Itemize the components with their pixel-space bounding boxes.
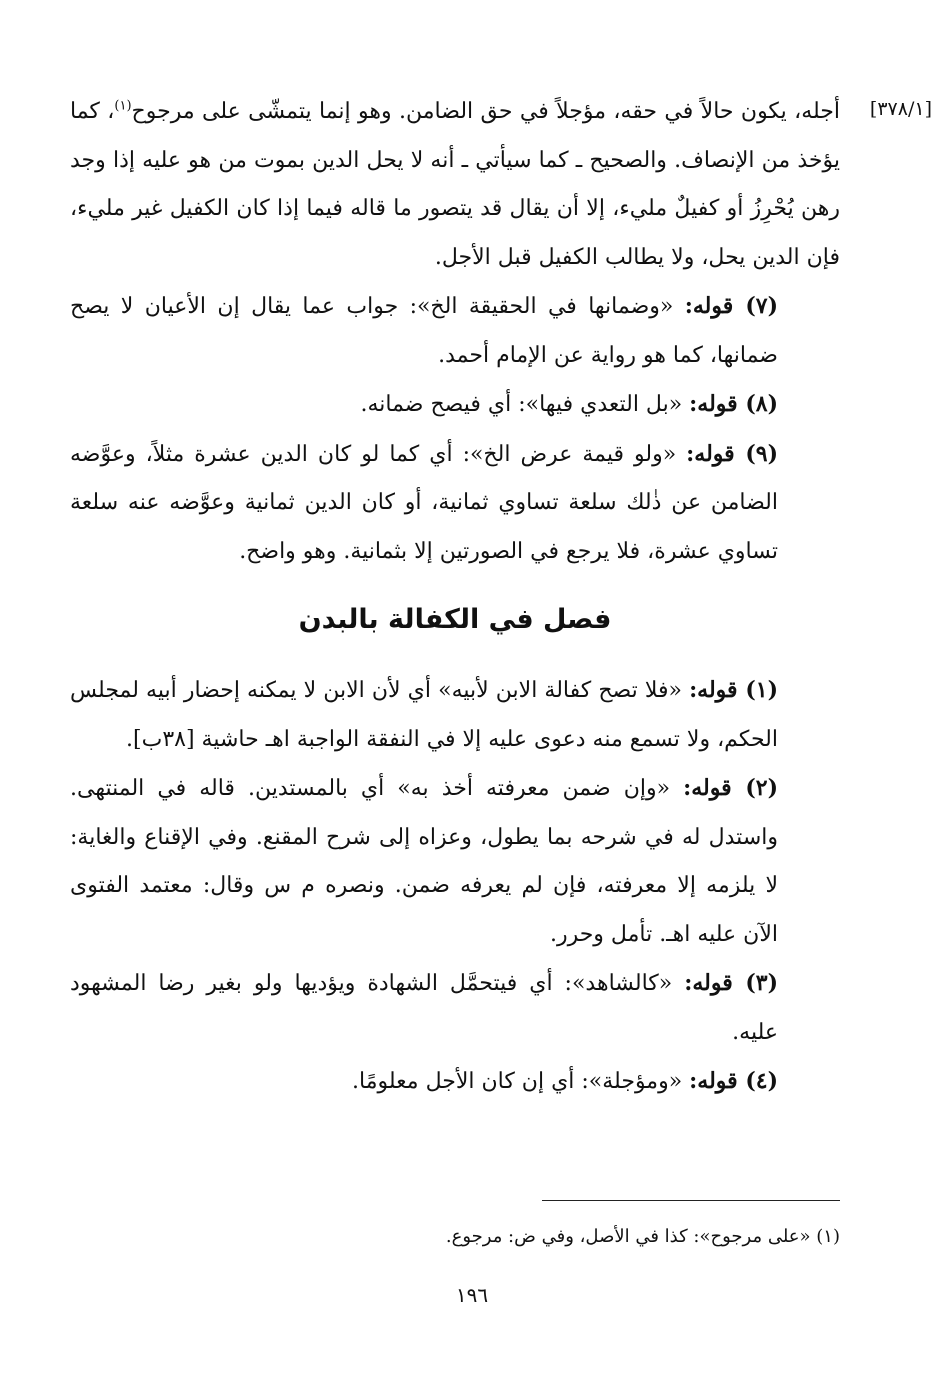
margin-page-reference: [٣٧٨/١] [869,98,932,120]
note-1 [70,666,840,764]
note-7 [70,282,840,380]
paragraph-text-part-1: أجله، يكون حالاً في حقه، مؤجلاً في حق الضامن. وهو إنما يتمشّى على مرجوح [131,99,840,124]
note-3 [70,959,840,1057]
note-9 [70,430,840,577]
note-lead: (٧) قوله: [684,293,778,319]
note-lead: (٨) قوله: [689,391,778,417]
footnote-marker[interactable]: (١) [114,98,132,114]
paragraph-text-part-2: ، كما يؤخذ من الإنصاف. والصحيح ـ كما سيأتي ـ أنه لا يحل الدين بموت من هو عليه إذا وجد رهن يُحْرِزُ أو كفيلٌ مليء، إلا أن يقال قد يتصور ما قاله فيما إذا كان الكفيل غير مليء، فإن الدين يحل، ولا يطالب الكفيل قبل الأجل. [70,99,840,270]
note-lead: (٣) قوله: [684,970,778,996]
note-8 [70,380,840,430]
note-4 [70,1057,840,1107]
note-lead: (٢) قوله: [683,775,778,801]
continuation-paragraph [70,88,840,282]
note-text: «ولو قيمة عرض الخ»: أي كما لو كان الدين عشرة مثلاً، وعوَّضه الضامن عن ذٰلك سلعة تساوي ثمانية، أو كان الدين ثمانية وعوَّضه عنه سلعة تساوي عشرة، فلا يرجع في الصورتين إلا بثمانية. وهو واضح. [70,441,778,564]
note-text: «وإن ضمن معرفته أخذ به» أي بالمستدين. قاله في المنتهى. واستدل له في شرحه بما يطول، وعزاه إلى شرح المقنع. وفي الإقناع والغاية: لا يلزمه إلا معرفته، فإن لم يعرفه ضمن. ونصره م س وقال: معتمد الفتوى الآن عليه اهـ. تأمل وحرر. [70,776,778,947]
note-text: «وضمانها في الحقيقة الخ»: جواب عما يقال إن الأعيان لا يصح ضمانها، كما هو رواية عن الإمام أحمد. [70,294,778,368]
note-text: «ومؤجلة»: أي إن كان الأجل معلومًا. [352,1069,690,1094]
note-lead: (٩) قوله: [686,440,779,467]
note-text: «بل التعدي فيها»: أي فيصح ضمانه. [360,392,690,417]
footnote: (١) «على مرجوح»: كذا في الأصل، وفي ض: مرجوع. [445,1226,840,1247]
footnote-divider [542,1200,840,1201]
section-heading: فصل في الكفالة بالبدن [298,604,612,635]
note-2 [70,764,840,959]
note-text: «فلا تصح كفالة الابن لأبيه» أي لأن الابن لا يمكنه إحضار أبيه لمجلس الحكم، ولا تسمع منه دعوى عليه إلا في النفقة الواجبة اهـ حاشية [٣٨ب]. [70,678,778,752]
main-text [70,88,840,1107]
note-text: «كالشاهد»: أي فيتحمَّل الشهادة ويؤديها ولو بغير رضا المشهود عليه. [70,971,778,1045]
page-number: ١٩٦ [455,1283,489,1307]
note-lead: (٤) قوله: [689,1068,778,1094]
note-lead: (١) قوله: [689,677,778,703]
